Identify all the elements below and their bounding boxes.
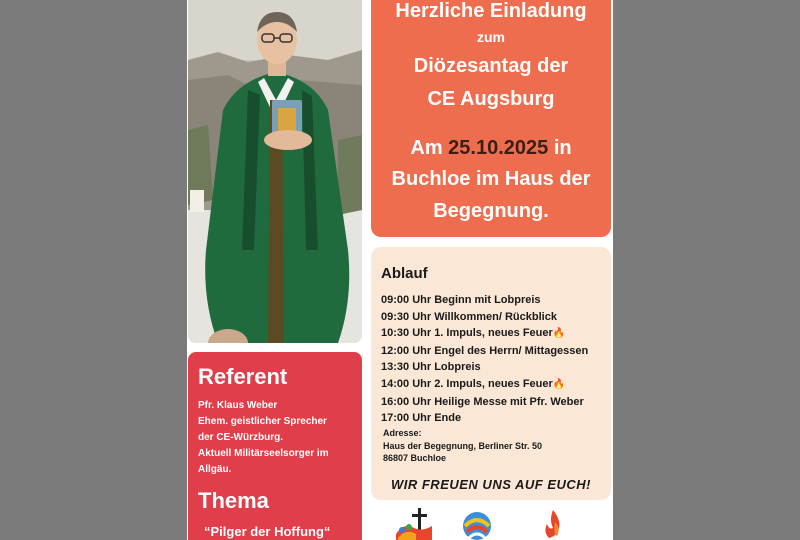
- agenda-item-text: 12:00 Uhr Engel des Herrn/ Mittagessen: [381, 344, 589, 357]
- agenda-box: [371, 247, 611, 500]
- agenda-item: [381, 325, 588, 343]
- agenda-list: [381, 292, 588, 427]
- invite-event: Diözesantag der: [413, 55, 569, 77]
- priest-photo: [188, 0, 362, 343]
- invite-location-1: Buchloe im Haus der: [391, 168, 591, 190]
- address-city: 86807 Buchloe: [383, 453, 447, 463]
- agenda-item: [381, 343, 588, 360]
- agenda-item-text: 09:00 Uhr Beginn mit Lobpreis: [381, 294, 541, 306]
- fire-icon: 🔥: [552, 378, 566, 390]
- agenda-item: [381, 394, 588, 411]
- agenda-item: [381, 376, 588, 394]
- agenda-item-text: 13:30 Uhr Lobpreis: [381, 361, 481, 374]
- agenda-item: [381, 359, 588, 376]
- speaker-box: [188, 352, 362, 540]
- speaker-name: Pfr. Klaus Weber: [198, 400, 278, 411]
- flame-logo: [539, 508, 567, 540]
- invite-title: Herzliche Einladung: [395, 0, 587, 22]
- cross-logo: [392, 508, 436, 540]
- theme-heading: Thema: [198, 488, 269, 513]
- speaker-bio-3: Aktuell Militärseelsorger im: [198, 448, 329, 459]
- speaker-heading: Referent: [198, 364, 288, 389]
- event-date: 25.10.2025: [448, 137, 549, 159]
- agenda-title: Ablauf: [381, 265, 428, 282]
- agenda-item: [381, 309, 588, 326]
- agenda-item-text: 09:30 Uhr Willkommen/ Rückblick: [381, 310, 557, 323]
- invite-zum: zum: [477, 29, 505, 45]
- agenda-item: [381, 292, 588, 309]
- flyer: [187, 0, 613, 540]
- invite-org: CE Augsburg: [427, 88, 555, 110]
- invite-date-line: [371, 137, 611, 160]
- speaker-bio-1: Ehem. geistlicher Sprecher: [198, 416, 327, 427]
- date-suffix: in: [553, 137, 572, 159]
- agenda-item-text: 14:00 Uhr 2. Impuls, neues Feuer: [381, 377, 553, 390]
- fire-icon: 🔥: [552, 328, 566, 340]
- address-label: Adresse:: [383, 428, 422, 438]
- slogan: WIR FREUEN UNS AUF EUCH!: [390, 477, 591, 492]
- agenda-item-text: 10:30 Uhr 1. Impuls, neues Feuer: [381, 327, 553, 340]
- date-prefix: Am: [410, 137, 443, 159]
- speaker-bio-2: der CE-Würzburg.: [198, 432, 283, 443]
- invitation-box: [371, 0, 611, 237]
- globe-logo: [459, 508, 495, 540]
- agenda-item: [381, 410, 588, 427]
- address-street: Haus der Begegnung, Berliner Str. 50: [383, 441, 543, 451]
- invite-location-2: Begegnung.: [433, 200, 549, 222]
- theme-text: “Pilger der Hoffung“: [204, 524, 331, 539]
- agenda-item-text: 16:00 Uhr Heilige Messe mit Pfr. Weber: [381, 395, 584, 408]
- agenda-item-text: 17:00 Uhr Ende: [381, 412, 462, 425]
- speaker-bio-4: Allgäu.: [198, 464, 232, 475]
